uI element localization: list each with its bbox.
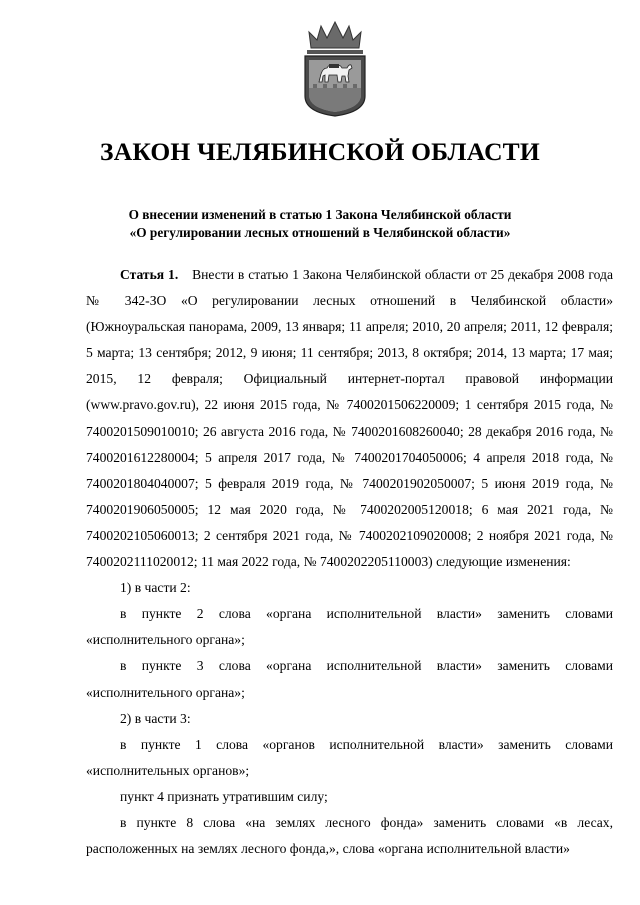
article-item: в пункте 8 слова «на землях лесного фонда» заменить словами «в лесах, расположенных на землях лесного фонда,», слова «органа исполнительной власти»: [86, 814, 613, 857]
chelyabinsk-coat-of-arms-icon: [297, 18, 373, 118]
article-item: 1) в части 2:: [120, 580, 191, 596]
subtitle-line: «О регулировании лесных отношений в Челябинской области»: [129, 225, 511, 240]
article-item: в пункте 3 слова «органа исполнительной власти» заменить словами «исполнительного органа»;: [86, 658, 613, 700]
article-item: пункт 4 признать утратившим силу;: [120, 788, 328, 804]
law-title: ЗАКОН ЧЕЛЯБИНСКОЙ ОБЛАСТИ: [100, 137, 540, 166]
document-body: [86, 262, 613, 862]
article-intro-text: Внести в статью 1 Закона Челябинской области от 25 декабря 2008 года № 342-ЗО «О регулировании лесных отношений в Челябинской области» (Южноуральская панорама, 2009, 13 января; 11 апреля; 2010, 20 апреля; 2011, 12 февраля; 5 марта; 13 сентября; 2012, 9 июня; 11 сентября; 2013, 8 октября; 2014, 13 марта; 17 мая; 2015, 12 февраля; Официальный интернет-портал правовой информации (www.pravo.gov.ru), 22 июня 2015 года, № 7400201506220009; 1 сентября 2015 года, № 7400201509010010; 26 августа 2016 года, № 7400201608260040; 28 декабря 2016 года, № 7400201612280004; 5 апреля 2017 года, № 7400201704050006; 4 апреля 2018 года, № 7400201804040007; 5 февраля 2019 года, № 7400201902050007; 5 июня 2019 года, № 7400201906050005; 12 мая 2020 года, № 7400202005120018; 6 мая 2021 года, № 7400202105060013; 2 сентября 2021 года, № 7400202109020008; 2 ноября 2021 года, № 7400202111020012; 11 мая 2022 года, № 7400202205110003) следующие изменения:: [86, 267, 613, 570]
article-item: в пункте 2 слова «органа исполнительной власти» заменить словами «исполнительного органа»;: [86, 606, 613, 648]
article-1-paragraph: [86, 262, 613, 575]
subtitle-line: О внесении изменений в статью 1 Закона Челябинской области: [128, 207, 512, 222]
law-subtitle: [60, 206, 580, 242]
article-item: 2) в части 3:: [120, 710, 191, 726]
article-item: в пункте 1 слова «органов исполнительной власти» заменить словами «исполнительных органов»;: [86, 736, 613, 778]
article-label: Статья 1.: [120, 267, 179, 282]
